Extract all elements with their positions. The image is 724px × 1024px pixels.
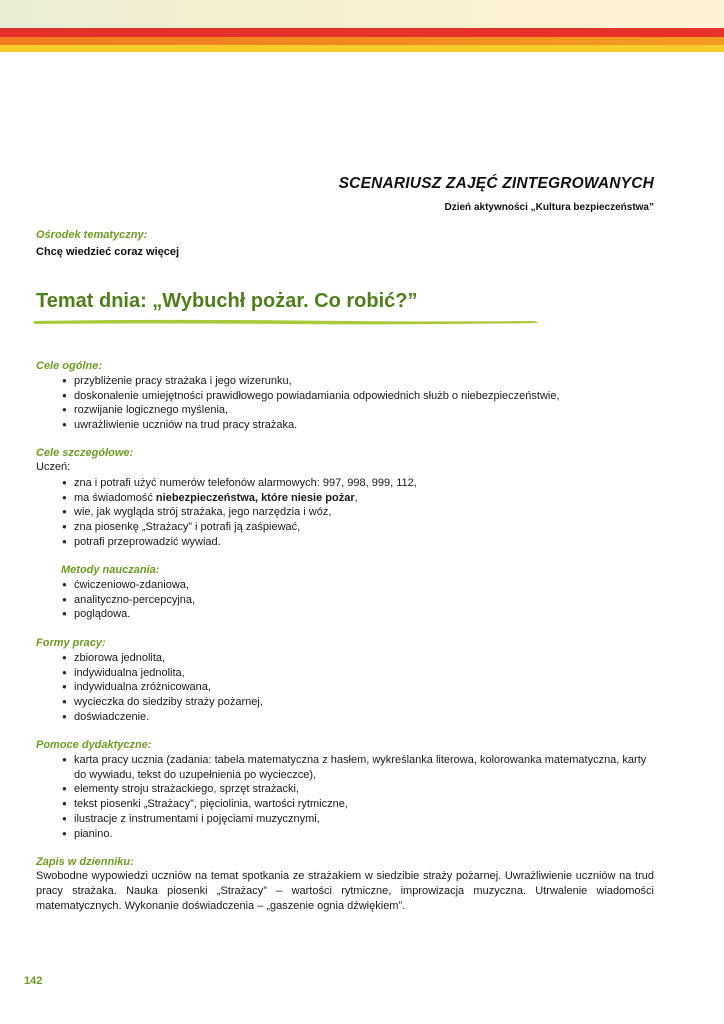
- cele-ogolne-label: Cele ogólne:: [36, 360, 103, 372]
- list-item: ● przybliżenie pracy strażaka i jego wizerunku,: [62, 374, 662, 389]
- list-item: ● zbiorowa jednolita,: [62, 651, 662, 666]
- item-text: ,: [354, 491, 358, 504]
- list-item: ● potrafi przeprowadzić wywiad.: [62, 535, 662, 550]
- pomoce-list: [62, 753, 656, 841]
- cele-szczegolowe-intro: Uczeń:: [36, 461, 71, 473]
- top-color-band: [0, 0, 724, 52]
- topic-heading: Temat dnia: „Wybuchł pożar. Co robić?”: [36, 290, 418, 312]
- cele-ogolne-list: [62, 374, 662, 433]
- topic-underline: [34, 318, 539, 326]
- list-item: ● wycieczka do siedziby straży pożarnej,: [62, 695, 662, 710]
- page-number: 142: [24, 975, 43, 987]
- pomoce-label: Pomoce dydaktyczne:: [36, 739, 152, 751]
- list-item: ● ćwiczeniowo-zdaniowa,: [62, 578, 662, 593]
- cele-szczegolowe-list: [62, 476, 662, 550]
- band-cream-stripe: [0, 0, 724, 28]
- scenario-title: SCENARIUSZ ZAJĘĆ ZINTEGROWANYCH: [338, 175, 654, 192]
- metody-label: Metody nauczania:: [61, 564, 160, 576]
- list-item: ● ilustracje z instrumentami i pojęciami muzycznymi,: [62, 812, 656, 827]
- formy-list: [62, 651, 662, 725]
- cele-szczegolowe-label: Cele szczegółowe:: [36, 447, 134, 459]
- item-text: ma świadomość: [74, 491, 156, 504]
- list-item: ● doświadczenie.: [62, 710, 662, 725]
- zapis-label: Zapis w dzienniku:: [36, 856, 134, 868]
- list-item: ● uwrażliwienie uczniów na trud pracy strażaka.: [62, 418, 662, 433]
- list-item: ● analityczno-percepcyjna,: [62, 593, 662, 608]
- list-item: ● elementy stroju strażackiego, sprzęt strażacki,: [62, 782, 656, 797]
- band-yellow-stripe: [0, 45, 724, 52]
- list-item: ● poglądowa.: [62, 607, 662, 622]
- list-item: [62, 491, 662, 506]
- list-item: ● doskonalenie umiejętności prawidłowego powiadamiania odpowiednich służb o niebezpieczeństwie,: [62, 389, 662, 404]
- osrodek-label: Ośrodek tematyczny:: [36, 229, 148, 241]
- list-item: ● indywidualna zróżnicowana,: [62, 680, 662, 695]
- list-item: ● wie, jak wygląda strój strażaka, jego narzędzia i wóz,: [62, 505, 662, 520]
- list-item: ● karta pracy ucznia (zadania: tabela matematyczna z hasłem, wykreślanka literowa, kolorowanka matematyczna, karty do wywiadu, tekst do uzupełnienia po wycieczce),: [62, 753, 656, 782]
- list-item: ● tekst piosenki „Strażacy”, pięciolinia, wartości rytmiczne,: [62, 797, 656, 812]
- metody-list: [62, 578, 662, 622]
- scenario-subtitle: Dzień aktywności „Kultura bezpieczeństwa”: [444, 202, 654, 213]
- list-item: ● zna piosenkę „Strażacy” i potrafi ją zaśpiewać,: [62, 520, 662, 535]
- zapis-text: Swobodne wypowiedzi uczniów na temat spotkania ze strażakiem w siedzibie straży pożarnej. Uwrażliwienie uczniów na trud pracy strażaka. Nauka piosenki „Strażacy” – wartości rytmiczne, improwizacja muzyczna. Utrwalenie wiadomości matematycznych. Wykonanie doświadczenia – „gaszenie ognia dźwiękiem”.: [36, 870, 654, 912]
- list-item: ● indywidualna jednolita,: [62, 666, 662, 681]
- list-item: ● pianino.: [62, 827, 656, 842]
- osrodek-value: Chcę wiedzieć coraz więcej: [36, 246, 180, 258]
- formy-label: Formy pracy:: [36, 637, 106, 649]
- item-bold-text: niebezpieczeństwa, które niesie pożar: [155, 491, 355, 504]
- list-item: ● rozwijanie logicznego myślenia,: [62, 403, 662, 418]
- list-item: ● zna i potrafi użyć numerów telefonów alarmowych: 997, 998, 999, 112,: [62, 476, 662, 491]
